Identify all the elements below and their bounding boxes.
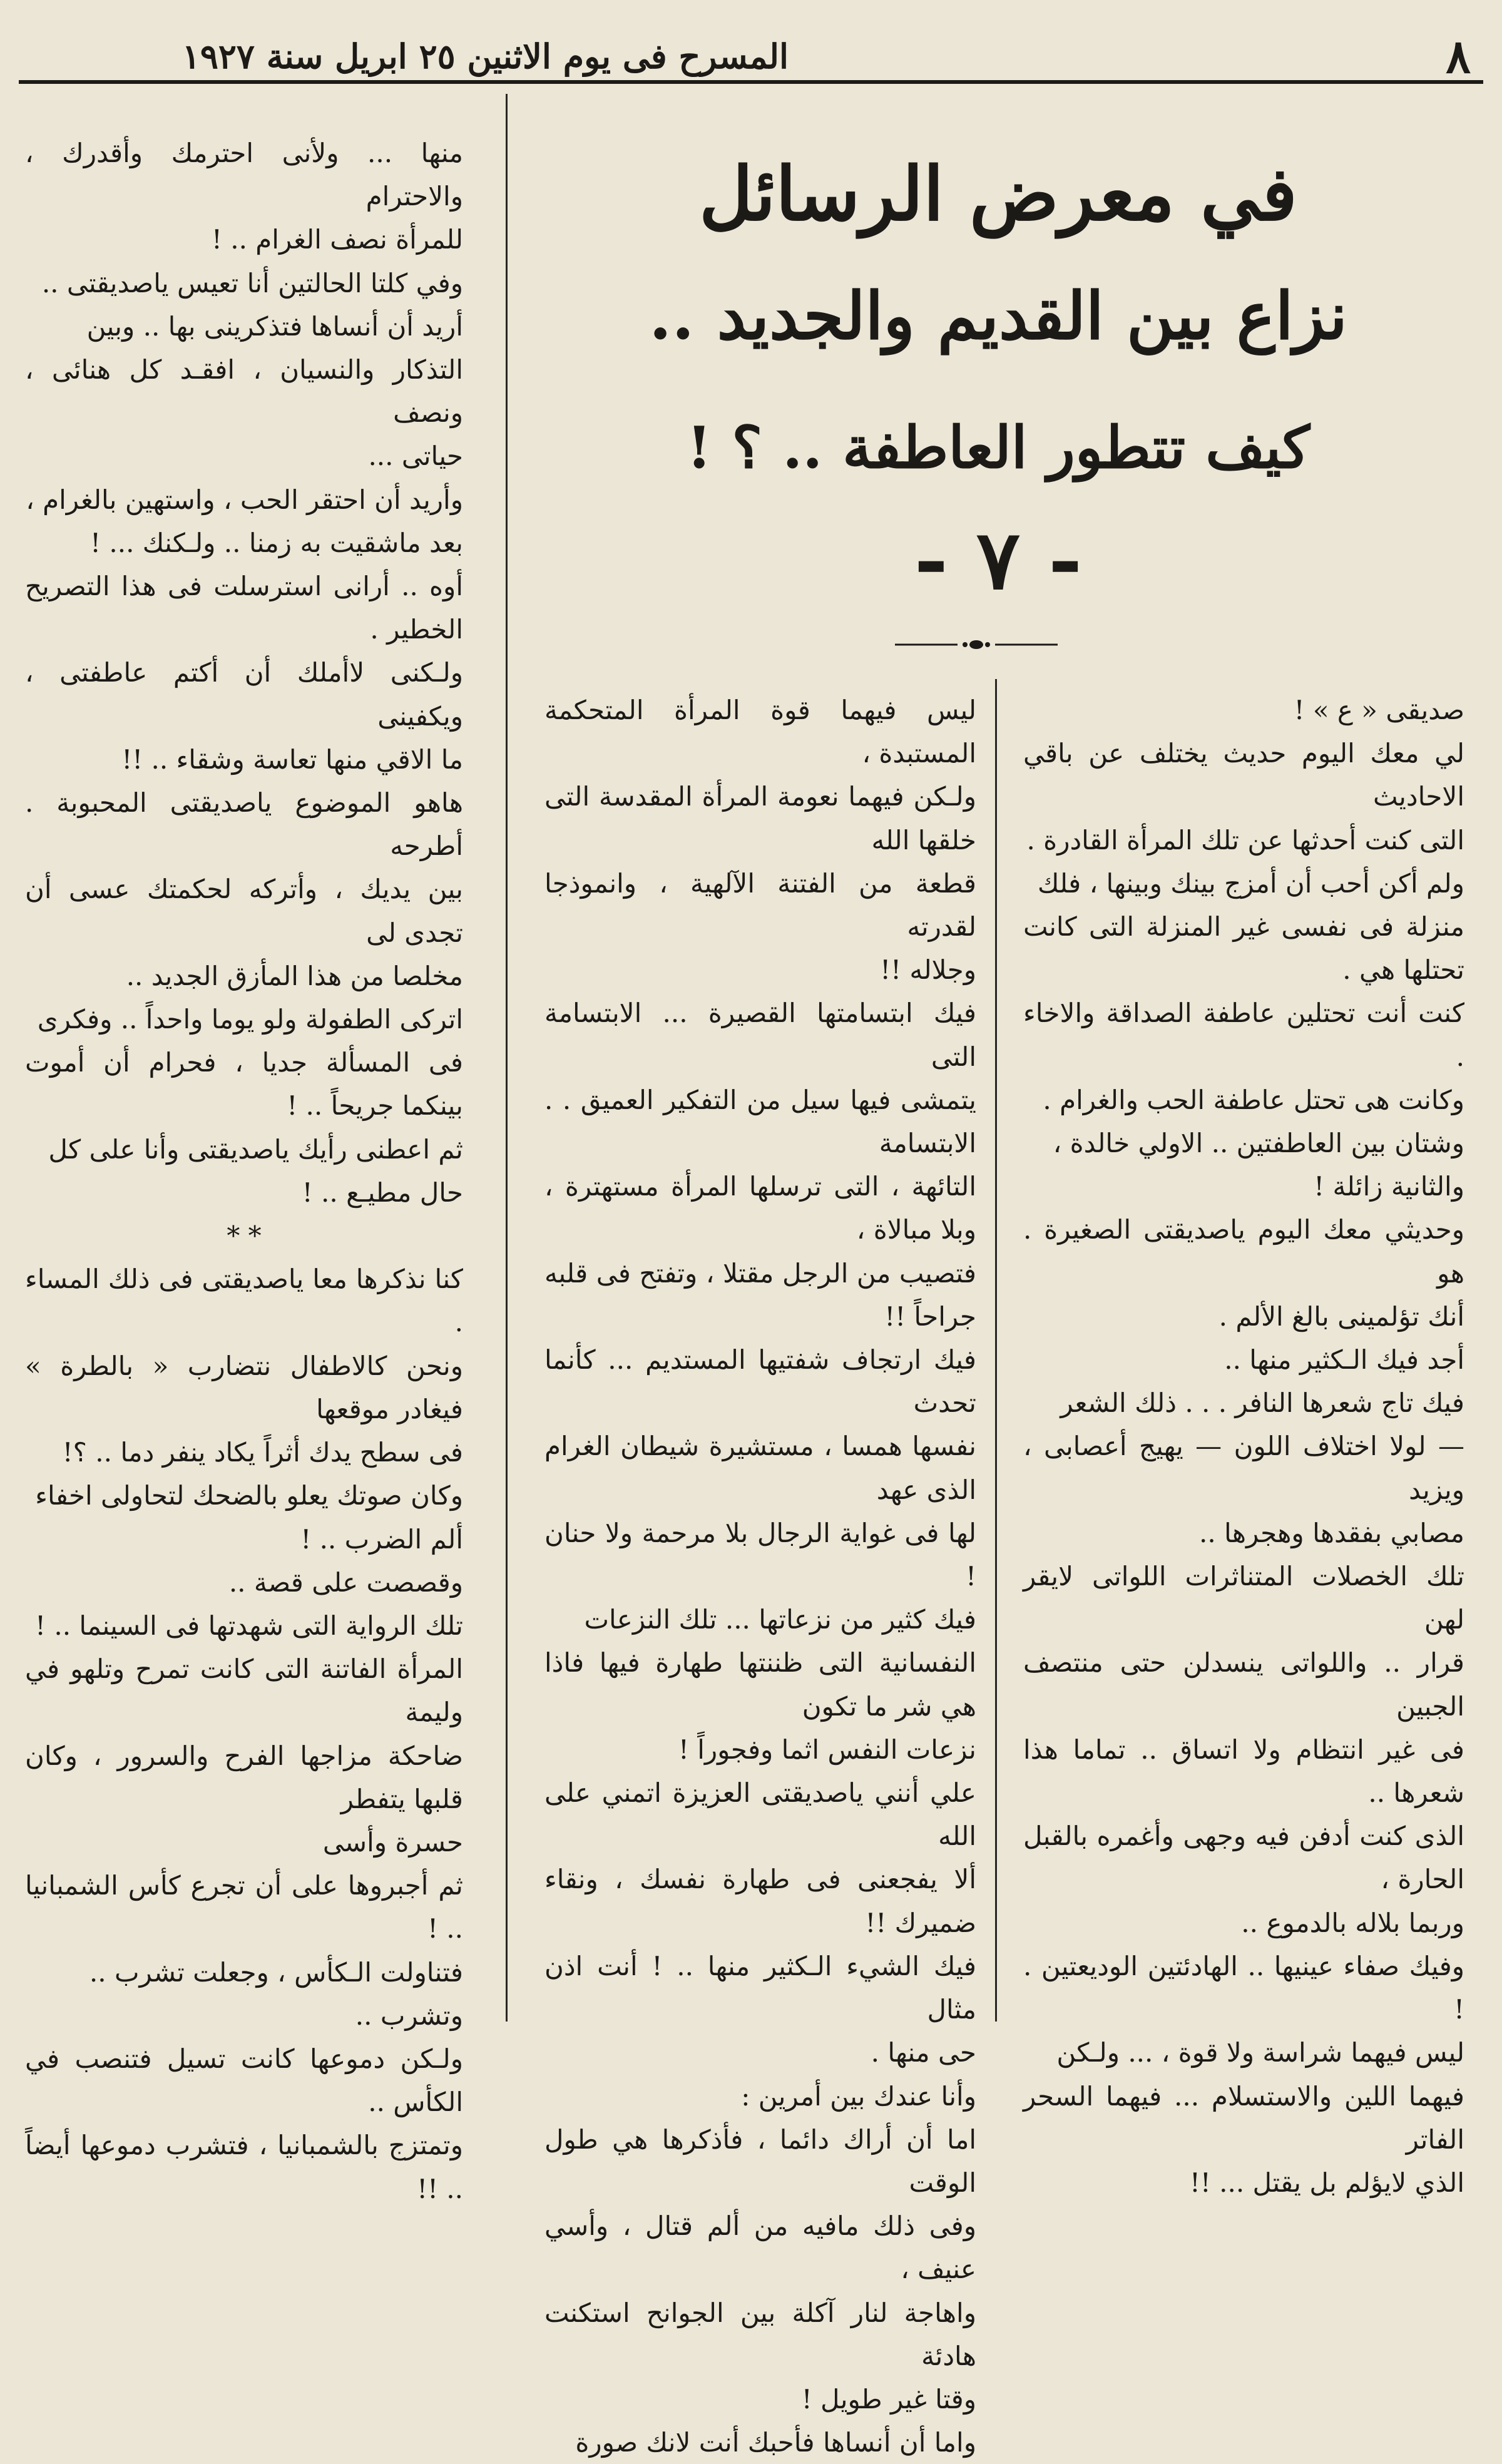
paragraph-line: وقصصت على قصة .. [228, 1567, 463, 1598]
paragraph-line: التائهة ، التى ترسلها المرأة مستهترة ، وبلا مبالاة ، [544, 1171, 976, 1245]
paragraph-line: وجلاله !! [880, 954, 976, 986]
paragraph-line: التذكار والنسيان ، افقـد كل هنائى ، ونصف [25, 354, 463, 429]
paragraph-line: وأنا عندك بين أمرين : [741, 2080, 976, 2112]
paragraph-line: بين يديك ، وأتركه لحكمتك عسى أن تجدى لى [25, 874, 463, 948]
paragraph-line: صديقى « ع » ! [1294, 695, 1464, 725]
paragraph-line: — لولا اختلاف اللون — يهيج أعصابى ، ويزيد [1023, 1431, 1464, 1505]
paragraph-line: بعد ماشقيت به زمنا .. ولـكنك ... ! [90, 527, 463, 558]
paragraph-line: ونحن كالاطفال نتضارب « بالطرة » فيغادر موقعها [25, 1350, 463, 1424]
paragraph-line: أنك تؤلمينى بالغ الألم . [1218, 1301, 1464, 1332]
paragraph-line: وكانت هى تحتل عاطفة الحب والغرام . [1043, 1084, 1464, 1115]
paragraph-line: يتمشى فيها سيل من التفكير العميق . . الابتسامة [544, 1084, 976, 1159]
paragraph-line: لي معك اليوم حديث يختلف عن باقي الاحاديث [1023, 738, 1464, 812]
paragraph-line: ولـكن فيهما نعومة المرأة المقدسة التى خلقها الله [544, 781, 976, 856]
paragraph-line: والثانية زائلة ! [1314, 1171, 1464, 1202]
paragraph-line: التى كنت أحدثها عن تلك المرأة القادرة . [1026, 824, 1464, 856]
article-subtitle: نزاع بين القديم والجديد .. [648, 277, 1348, 354]
paragraph-line: وقتا غير طويل ! [801, 2383, 976, 2415]
paragraph-line: حال مطيـع .. ! [302, 1177, 463, 1208]
column-divider-right [995, 679, 997, 2022]
paragraph-line: ثم اعطنى رأيك ياصديقتى وأنا على كل [48, 1133, 463, 1165]
paragraph-line: منها ... ولأنى احترمك وأقدرك ، والاحترام [25, 138, 463, 212]
paragraph-line: وفي كلتا الحالتين أنا تعيس ياصديقتى .. [41, 267, 463, 299]
paragraph-line: اما أن أراك دائما ، فأذكرها هي طول الوقت [544, 2124, 976, 2198]
paragraph-line: هاهو الموضوع ياصديقتى المحبوبة . أطرحه [25, 787, 463, 862]
article-title-block [513, 144, 1483, 607]
paragraph-line: نفسها همسا ، مستشيرة شيطان الغرام الذى عهد [544, 1431, 976, 1505]
paragraph-line: وفى ذلك مافيه من ألم قتال ، وأسي عنيف ، [544, 2211, 976, 2285]
paragraph-line: حى منها . [871, 2037, 976, 2068]
paragraph-line: ثم أجبروها على أن تجرع كأس الشمبانيا .. ! [25, 1870, 463, 1945]
paragraph-line: أريد أن أنساها فتذكرينى بها .. وبين [86, 310, 463, 342]
paragraph-line: كنا نذكرها معا ياصديقتى فى ذلك المساء . [25, 1264, 463, 1338]
paragraph-line: وحديثي معك اليوم ياصديقتى الصغيرة . هو [1023, 1214, 1464, 1289]
paragraph-line: النفسانية التى ظننتها طهارة فيها فاذا هي شر ما تكون [544, 1647, 976, 1722]
page-header [25, 25, 1477, 88]
paragraph-line: فيك ارتجاف شفتيها المستديم ... كأنما تحدث [544, 1344, 976, 1419]
paragraph-line: واهاجة لنار آكلة بين الجوانح استكنت هادئة [544, 2297, 976, 2371]
paragraph-line: وشتان بين العاطفتين .. الاولي خالدة ، [1053, 1128, 1464, 1159]
text-column-left [25, 131, 463, 2211]
ornament-divider [895, 637, 1058, 652]
paragraph-line: فى المسألة جديا ، فحرام أن أموت بينكما جريحاً .. ! [25, 1047, 463, 1122]
column-divider-left [506, 94, 508, 2022]
paragraph-line: اتركى الطفولة ولو يوما واحداً .. وفكرى [37, 1004, 463, 1035]
paragraph-line: ولـكن دموعها كانت تسيل فتنصب في الكأس .. [25, 2043, 463, 2118]
paragraph-line: الذى كنت أدفن فيه وجهى وأغمره بالقبل الحارة ، [1023, 1821, 1464, 1895]
paragraph-line: مخلصا من هذا المأزق الجديد .. [126, 960, 463, 991]
paragraph-line: كنت أنت تحتلين عاطفة الصداقة والاخاء . [1023, 998, 1464, 1072]
paragraph-line: أوه .. أرانى استرسلت فى هذا التصريح الخطير . [25, 571, 463, 645]
text-column-middle [544, 688, 976, 2464]
paragraph-line: ليس فيهما قوة المرأة المتحكمة المستبدة ، [544, 695, 976, 769]
paragraph-line: حسرة وأسى [322, 1826, 463, 1858]
paragraph-line: فيك الشيء الـكثير منها .. ! أنت اذن مثال [544, 1950, 976, 2025]
header-rule [19, 80, 1483, 84]
paragraph-line: منزلة فى نفسى غير المنزلة التى كانت تحتلها هي . [1023, 911, 1464, 986]
paragraph-line: ألم الضرب .. ! [300, 1523, 463, 1555]
paragraph-line: ولم أكن أحب أن أمزج بينك وبينها ، فلك [1037, 867, 1464, 899]
paragraph-line: الذي لايؤلم بل يقتل ... !! [1190, 2167, 1464, 2198]
paragraph-line: فيك تاج شعرها النافر . . . ذلك الشعر [1060, 1388, 1464, 1419]
paragraph-line: فى غير انتظام ولا اتساق .. تماما هذا شعرها .. [1023, 1734, 1464, 1809]
paragraph-line: ما الاقي منها تعاسة وشقاء .. !! [121, 744, 463, 775]
paragraph-line: للمرأة نصف الغرام .. ! [212, 224, 463, 255]
page-number: ٨ [1446, 30, 1471, 84]
part-number: - ٧ - [914, 512, 1083, 608]
paragraph-line: فى سطح يدك أثراً يكاد ينفر دما .. ؟! [62, 1437, 463, 1468]
paragraph-line: المرأة الفاتنة التى كانت تمرح وتلهو في وليمة [25, 1654, 463, 1728]
paragraph-line: تلك الرواية التى شهدتها فى السينما .. ! [35, 1610, 463, 1641]
paragraph-line: وربما بلاله بالدموع .. [1241, 1907, 1464, 1938]
paragraph-line: نزعات النفس اثما وفجوراً ! [678, 1734, 976, 1765]
paragraph-line: فتصيب من الرجل مقتلا ، وتفتح فى قلبه جراحاً !! [544, 1257, 976, 1332]
paragraph-line: تلك الخصلات المتناثرات اللواتى لايقر لهن [1023, 1561, 1464, 1635]
paragraph-line: لها فى غواية الرجال بلا مرحمة ولا حنان ! [544, 1517, 976, 1592]
paragraph-line: أجد فيك الـكثير منها .. [1224, 1344, 1464, 1376]
masthead-date-line: المسرح فى يوم الاثنين ٢٥ ابريل سنة ١٩٢٧ [181, 36, 789, 76]
paragraph-line: ليس فيهما شراسة ولا قوة ، ... ولـكن [1056, 2037, 1464, 2068]
paragraph-line: وفيك صفاء عينيها .. الهادئتين الوديعتين . ! [1023, 1950, 1464, 2025]
paragraph-line: وتمتزج بالشمبانيا ، فتشرب دموعها أيضاً .. !! [25, 2130, 463, 2204]
paragraph-line: علي أنني ياصديقتى العزيزة اتمني على الله [544, 1777, 976, 1852]
paragraph-line: وتشرب .. [355, 2000, 463, 2031]
paragraph-line: وكان صوتك يعلو بالضحك لتحاولى اخفاء [35, 1480, 463, 1511]
section-break-stars: * * [227, 1220, 262, 1252]
paragraph-line: فتناولت الـكأس ، وجعلت تشرب .. [89, 1956, 463, 1988]
paragraph-line: وأريد أن احتقر الحب ، واستهين بالغرام ، [26, 484, 463, 515]
text-column-right [1023, 688, 1464, 2204]
paragraph-line: ولـكنى لاأملك أن أكتم عاطفتى ، ويكفينى [25, 657, 463, 732]
article-title-main: في معرض الرسائل [699, 150, 1297, 237]
paragraph-line: قطعة من الفتنة الآلهية ، وانموذجا لقدرته [544, 867, 976, 943]
paragraph-line: قرار .. واللواتى ينسدلن حتى منتصف الجبين [1023, 1647, 1464, 1722]
paragraph-line: فيك ابتسامتها القصيرة ... الابتسامة التى [544, 998, 976, 1072]
article-headline: كيف تتطور العاطفة .. ؟ ! [686, 414, 1310, 481]
paragraph-line: مصابي بفقدها وهجرها .. [1199, 1517, 1464, 1548]
paragraph-line: فيك كثير من نزعاتها ... تلك النزعات [584, 1604, 976, 1635]
paragraph-line: ألا يفجعنى فى طهارة نفسك ، ونقاء ضميرك !! [544, 1864, 976, 1938]
paragraph-line: ضاحكة مزاجها الفرح والسرور ، وكان قلبها يتفطر [25, 1740, 463, 1814]
paragraph-line: حياتى ... [368, 441, 463, 472]
paragraph-line: واما أن أنساها فأحبك أنت لانك صورة [575, 2427, 976, 2458]
paragraph-line: فيهما اللين والاستسلام ... فيهما السحر الفاتر [1023, 2080, 1464, 2155]
